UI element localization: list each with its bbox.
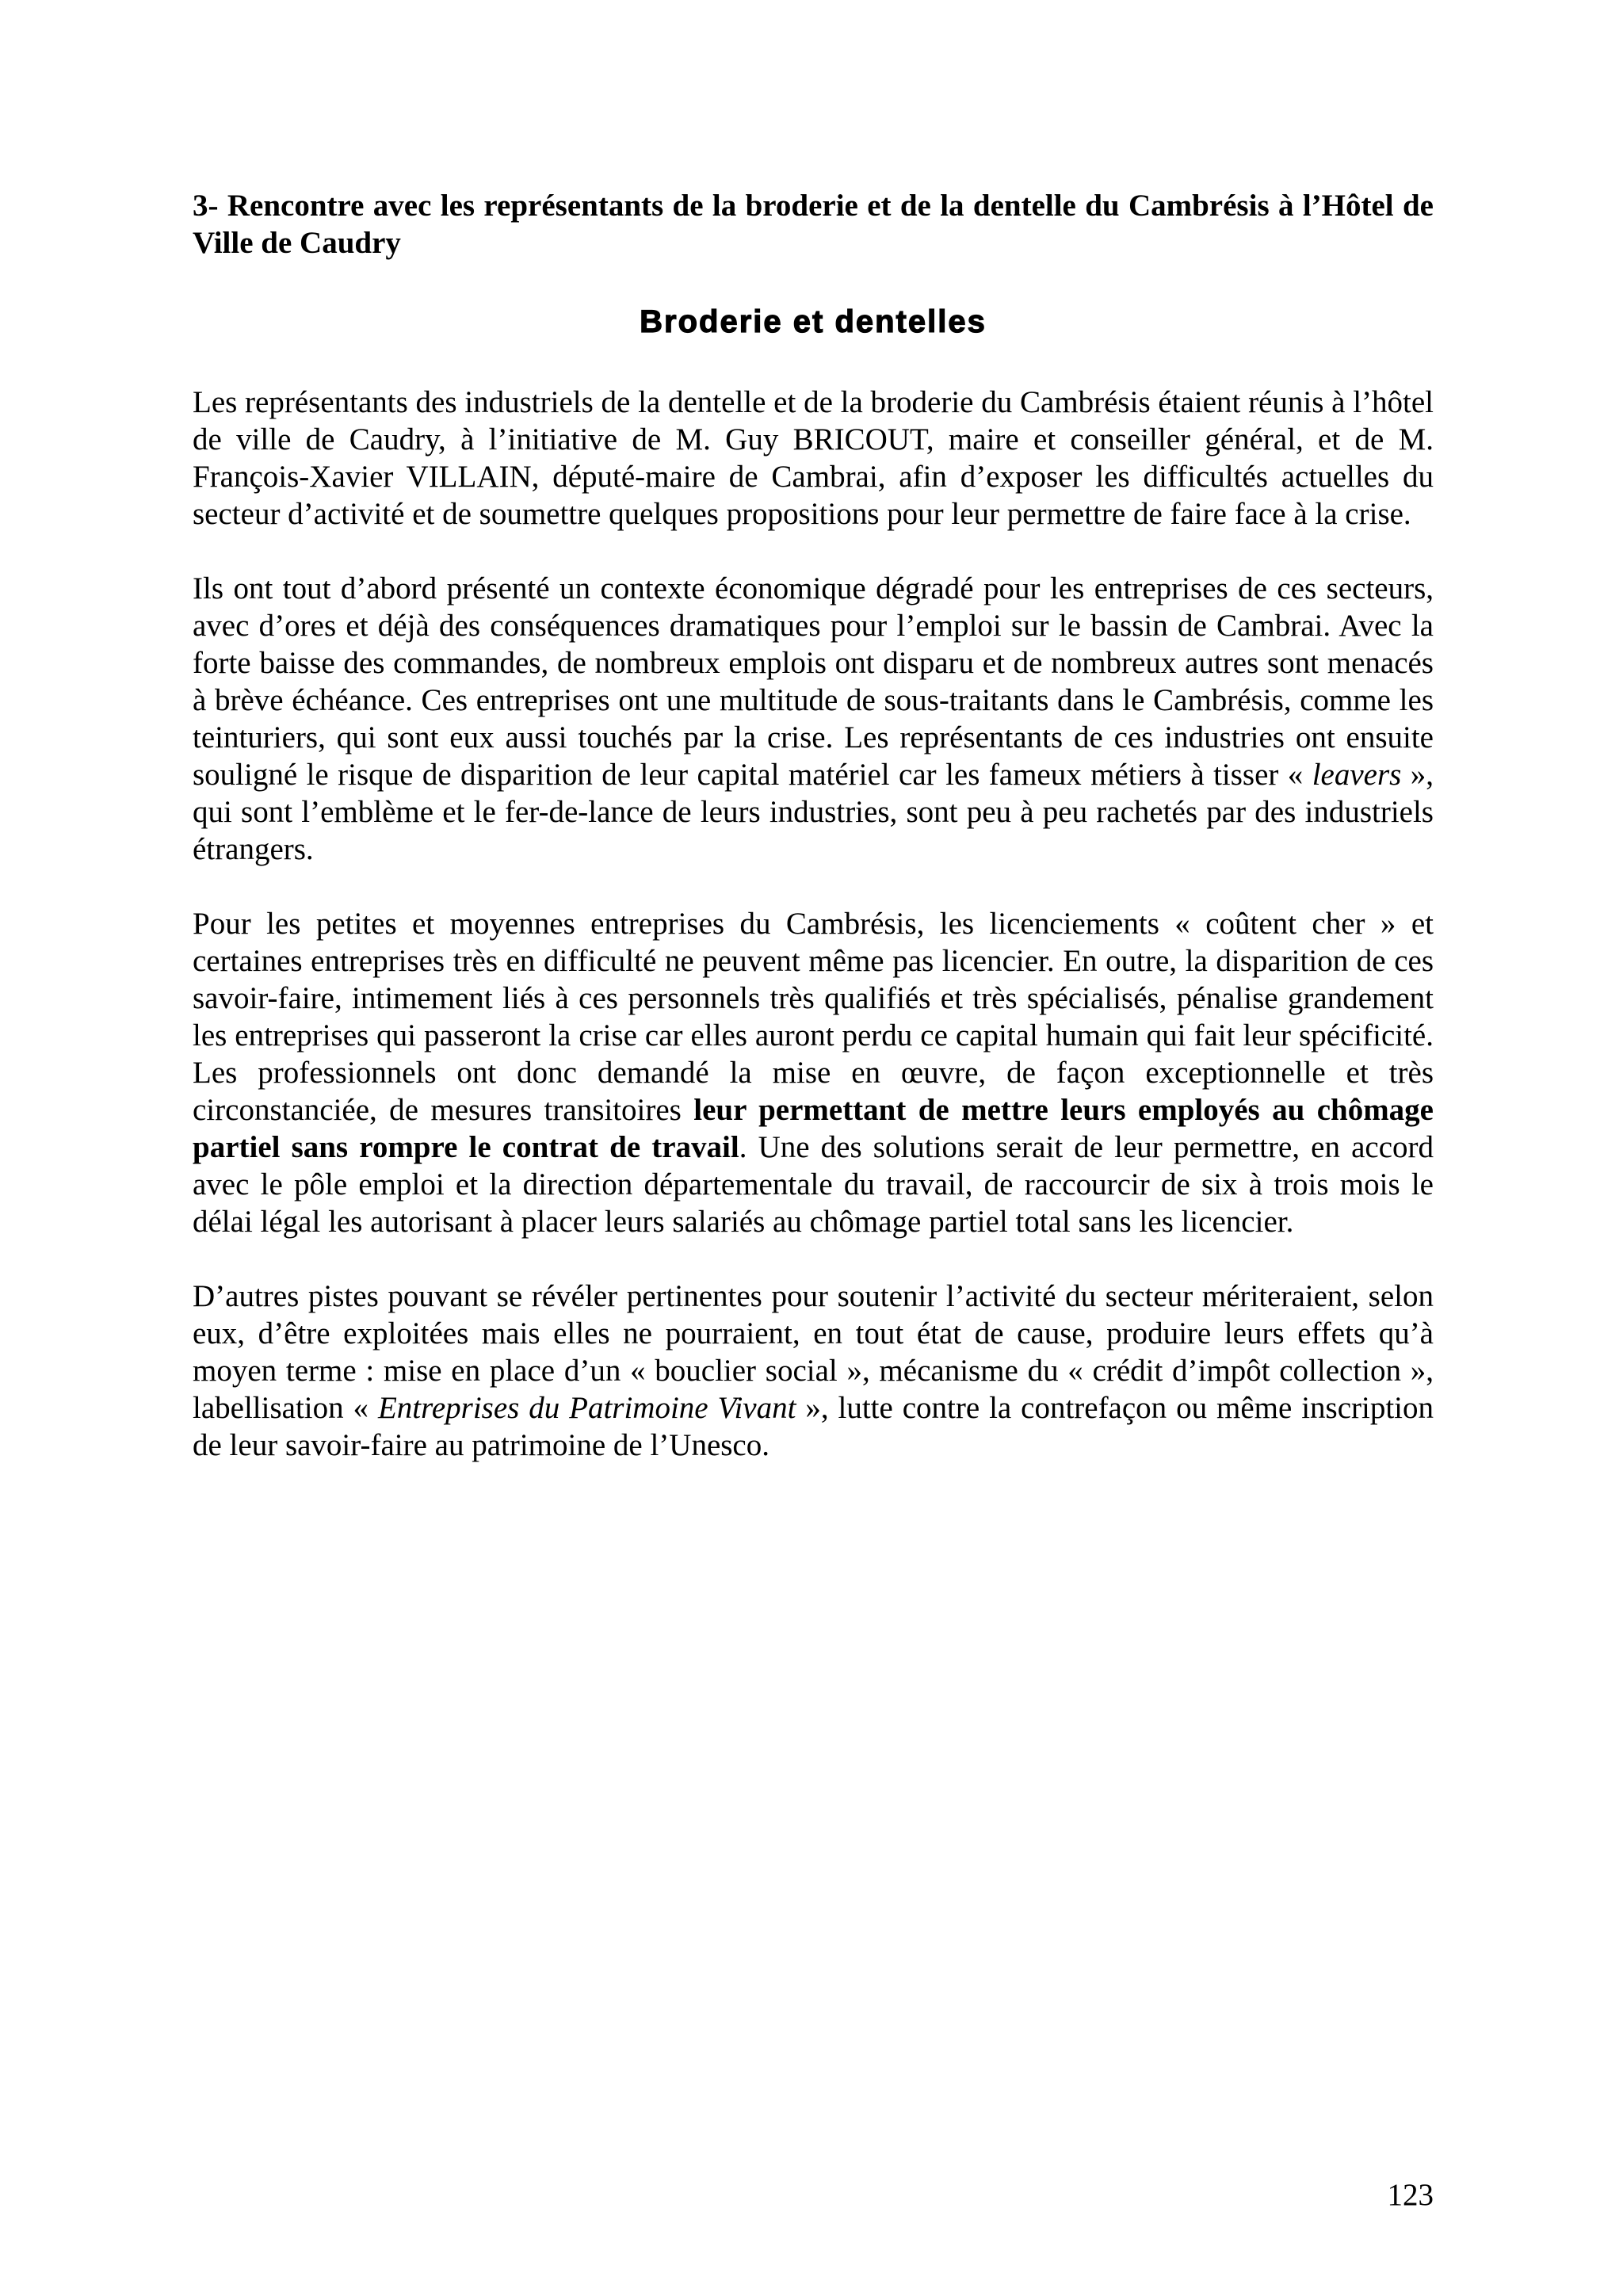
paragraph-2-text-end: », qui sont l’emblème et le fer-de-lance de leurs industries, sont peu à peu rachetés par des industriels étrangers.	[193, 758, 1434, 866]
leavers-term: leavers	[1312, 758, 1402, 792]
paragraph-4-text-start: D’autres pistes pouvant se révéler pertinentes pour soutenir l’activité du secteur mériteraient, selon eux, d’être exploitées mais elles ne pourraient, en tout état de cause, produire leurs effets qu’à moyen terme : mise en place d’un « bouclier social », mécanisme du « crédit d’impôt collection », labellisation «	[193, 1279, 1434, 1425]
page-title: Broderie et dentelles	[640, 304, 987, 339]
paragraph-4-text-end: », lutte contre la contrefaçon ou même inscription de leur savoir-faire au patrimoine de l’Unesco.	[193, 1391, 1434, 1462]
paragraph-3-emphasis: leur permettant de mettre leurs employés au chômage partiel sans rompre le contrat de travail	[193, 1093, 1434, 1164]
label-name: Entreprises du Patrimoine Vivant	[377, 1391, 796, 1425]
paragraph-3-text-end: . Une des solutions serait de leur permettre, en accord avec le pôle emploi et la direction départementale du travail, de raccourcir de six à trois mois le délai légal les autorisant à placer leurs salariés au chômage partiel total sans les licencier.	[193, 1130, 1434, 1239]
paragraph-2	[193, 570, 1434, 868]
paragraph-2-text-start: Ils ont tout d’abord présenté un contexte économique dégradé pour les entreprises de ces secteurs, avec d’ores et déjà des conséquences dramatiques pour l’emploi sur le bassin de Cambrai. Avec la forte baisse des commandes, de nombreux emplois ont disparu et de nombreux autres sont menacés à brève échéance. Ces entreprises ont une multitude de sous-traitants dans le Cambrésis, comme les teinturiers, qui sont eux aussi touchés par la crise. Les représentants de ces industries ont ensuite souligné le risque de disparition de leur capital matériel car les fameux métiers à tisser «	[193, 571, 1434, 792]
paragraph-1: Les représentants des industriels de la dentelle et de la broderie du Cambrésis étaient réunis à l’hôtel de ville de Caudry, à l’initiative de M. Guy BRICOUT, maire et conseiller général, et de M. François-Xavier VILLAIN, député-maire de Cambrai, afin d’exposer les difficultés actuelles du secteur d’activité et de soumettre quelques propositions pour leur permettre de faire face à la crise.	[193, 385, 1434, 531]
paragraph-3-text-start: Pour les petites et moyennes entreprises du Cambrésis, les licenciements « coûtent cher » et certaines entreprises très en difficulté ne peuvent même pas licencier. En outre, la disparition de ces savoir-faire, intimement liés à ces personnels très qualifiés et très spécialisés, pénalise grandement les entreprises qui passeront la crise car elles auront perdu ce capital humain qui fait leur spécificité. Les professionnels ont donc demandé la mise en œuvre, de façon exceptionnelle et très circonstanciée, de mesures transitoires	[193, 907, 1434, 1127]
paragraph-4	[193, 1278, 1434, 1464]
section-heading: 3- Rencontre avec les représentants de la broderie et de la dentelle du Cambrésis à l’Hôtel de Ville de Caudry	[193, 189, 1434, 260]
page-number: 123	[1387, 2178, 1434, 2212]
paragraph-3	[193, 905, 1434, 1240]
page-content	[193, 187, 1434, 1464]
